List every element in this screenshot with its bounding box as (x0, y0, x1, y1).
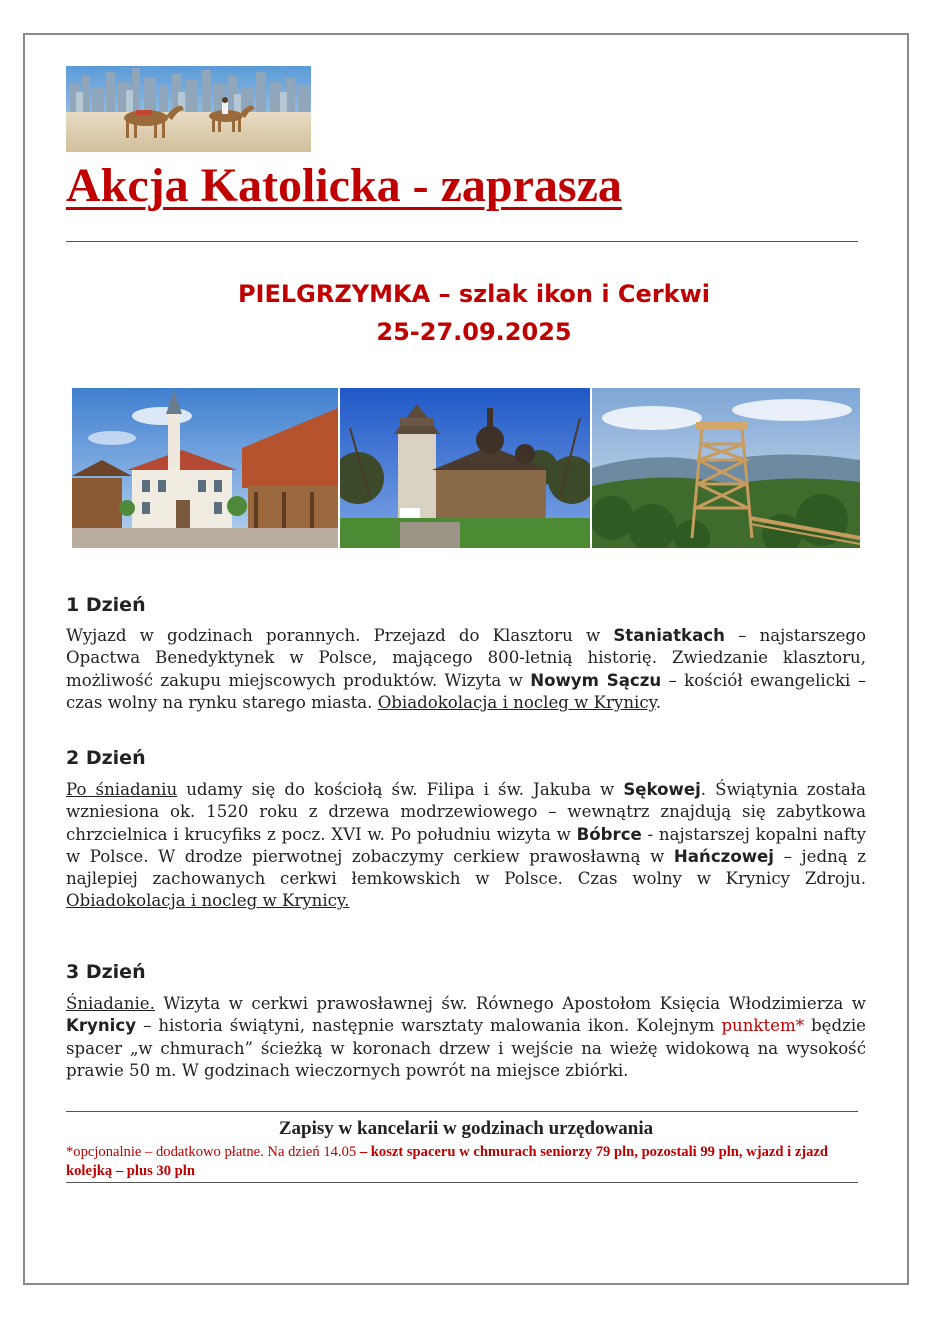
day-2-text-2: . Świątynia została wzniesiona ok. 1520 roku z drzewa modrzewiowego – wewnątrz znajdują się zabytkowa chrzcielnica i krucyfiks z pocz. XVI w. Po południu wizyta w (66, 780, 867, 844)
day-2-place-bobrka: Bóbrce (576, 824, 642, 844)
event-name: PIELGRZYMKA – szlak ikon i Cerkwi (237, 280, 711, 308)
day-2-place-sekowa: Sękowej (623, 780, 701, 799)
day-1-text-3: – kościół ewangelicki – czas wolny na rynku starego miasta. (66, 670, 866, 712)
day-2-text-4: – jedną z najlepiej zachowanych cerkwi łemkowskich w Polsce. Czas wolny w Krynicy Zdroju. (66, 846, 867, 889)
optional-note-costs: – koszt spaceru w chmurach seniorzy 79 pln, pozostali 99 pln, wjazd i zjazd kolejką – plus 30 pln (66, 1144, 829, 1179)
day-1-text-4: . (655, 692, 662, 712)
treetop-observation-tower-photo (592, 388, 860, 548)
day-1-dinner-lodging: Obiadokolacja i nocleg w Krynicy (377, 692, 656, 712)
day-1-description (66, 625, 866, 714)
day-3-place-krynica: Krynicy (66, 1016, 137, 1036)
day-1-text-2: – najstarszego Opactwa Benedyktynek w Polsce, mającego 800-letnią historię. Zwiedzanie klasztoru, możliwość zakupu miejscowych produktów. Wizyta w (66, 626, 866, 690)
day-2-text-1: udamy się do kościołą św. Filipa i św. Jakuba w (177, 780, 624, 799)
optional-cost-note (66, 1143, 872, 1181)
title-divider (66, 241, 858, 242)
footer-divider-bottom (66, 1182, 858, 1183)
day-2-text-3: - najstarszej kopalni nafty w Polsce. W drodze pierwotnej zobaczymy cerkiew prawosławną w (66, 824, 867, 866)
day-3-text-1: Wizyta w cerkwi prawosławnej św. Równego Apostołom Księcia Włodzimierza w (154, 994, 866, 1013)
day-2-place-hanczowa: Hańczowej (673, 846, 774, 866)
day-1-place-nowy-sacz: Nowym Sączu (530, 670, 662, 690)
event-dates: 25-27.09.2025 (376, 318, 572, 346)
camels-desert-city-photo (66, 66, 311, 152)
day-1-heading: 1 Dzień (66, 594, 146, 616)
day-2-heading: 2 Dzień (66, 747, 146, 769)
day-3-breakfast: Śniadanie. (66, 994, 155, 1013)
day-1-place-staniatki: Staniatkach (613, 626, 725, 645)
signup-info: Zapisy w kancelarii w godzinach urzędowania (278, 1118, 654, 1139)
day-1-text-1: Wyjazd w godzinach porannych. Przejazd do Klasztoru w (66, 626, 614, 645)
wooden-church-photo (340, 388, 590, 548)
footer-divider-top (66, 1111, 858, 1112)
day-3-text-2: – historia świątyni, następnie warsztaty malowania ikon. Kolejnym (136, 1016, 722, 1036)
day-3-heading: 3 Dzień (66, 961, 146, 983)
optional-note-lead: *opcjonalnie – dodatkowo płatne. Na dzień 14.05 (66, 1144, 357, 1160)
market-square-town-hall-photo (72, 388, 338, 548)
day-2-dinner-lodging: Obiadokolacja i nocleg w Krynicy. (66, 891, 350, 911)
day-3-optional-point: punktem* (721, 1016, 805, 1036)
page-title: Akcja Katolicka - zaprasza (66, 159, 622, 212)
day-2-description (66, 779, 866, 913)
day-3-description (66, 993, 866, 1082)
day-2-breakfast: Po śniadaniu (66, 780, 178, 799)
day-3-text-3: będzie spacer „w chmurach” ścieżką w koronach drzew i wejście na wieżę widokową na wysokość prawie 50 m. W godzinach wieczornych powrót na miejsce zbiórki. (66, 1016, 866, 1080)
